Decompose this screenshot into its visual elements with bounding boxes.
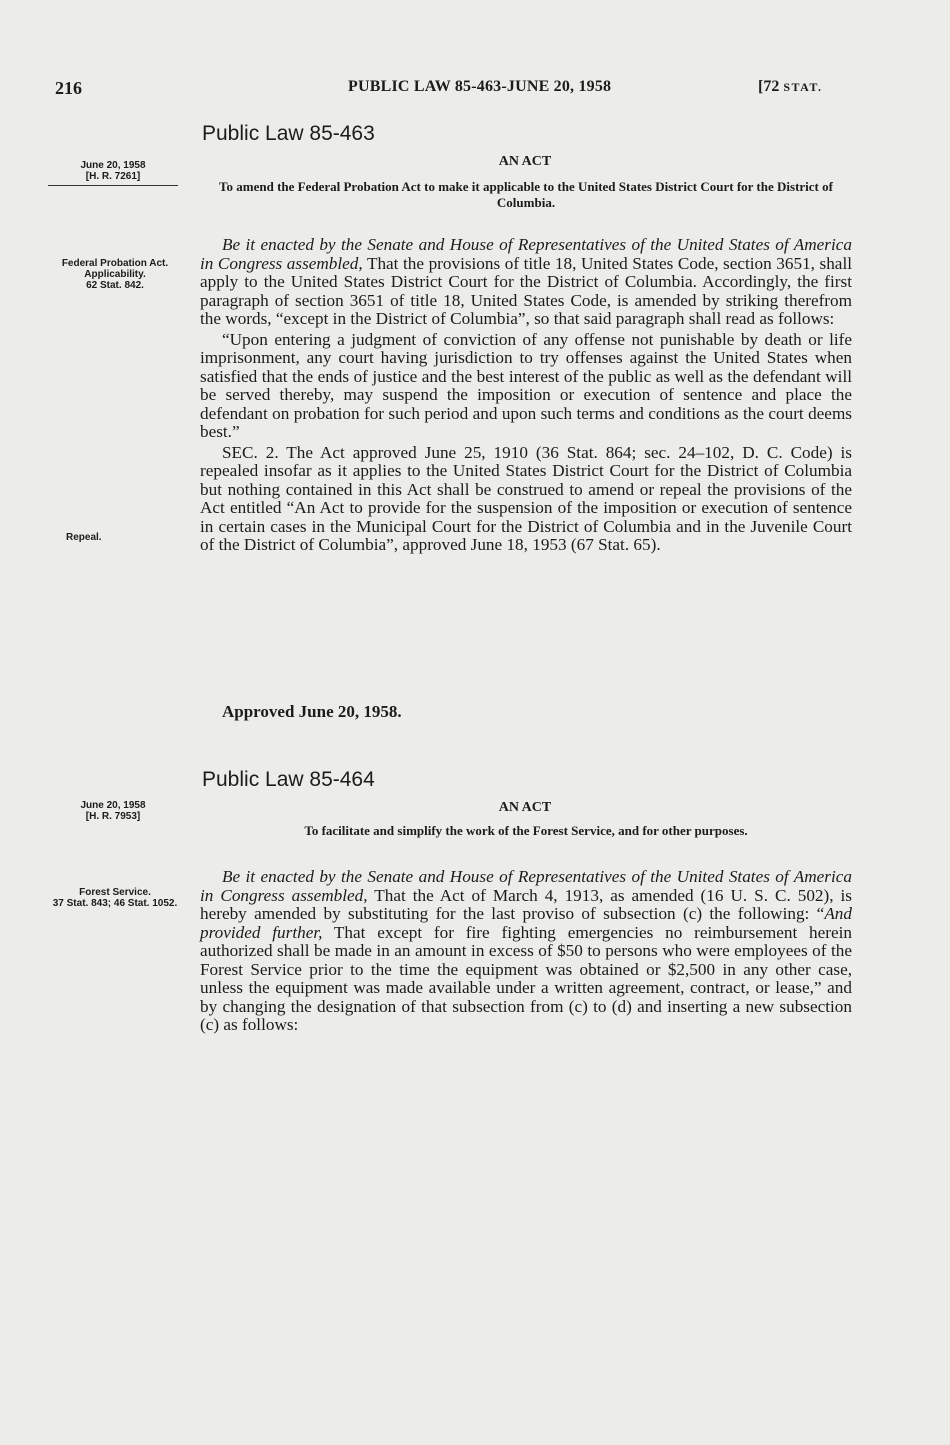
enacting-italic-2: Be it enacted by the Senate and House of Representatives of the United States of America in Congress assembled,	[200, 867, 852, 905]
stat-reference	[758, 78, 823, 96]
margin-note-stat: 62 Stat. 842.	[86, 280, 144, 291]
law-2-margin-notes	[44, 887, 186, 909]
law-1-enacting-clause	[200, 236, 852, 329]
law-1-date: June 20, 1958	[80, 160, 146, 171]
stat-open: [72	[758, 78, 784, 95]
section-2-text: The Act approved June 25, 1910 (36 Stat. 864; sec. 24–102, D. C. Code) is repealed insofar as it applies to the United States District Court for the District of Columbia but nothing contained in this Act shall be construed to amend or repeal the provisions of the Act entitled “An Act to provide for the suspension of the imposition or execution of sentence in certain cases in the Municipal Court for the District of Columbia and in the Juvenile Court of the District of Columbia”, approved June 18, 1953 (67 Stat. 65).	[200, 442, 852, 554]
enacting-text-2b: That except for fire fighting emergencies no reimbursement herein authorized shall be made in an amount in excess of $50 to persons who were employees of the Forest Service prior to the time the equipment was obtained or $2,500 in any other case, unless the equipment was made available under a written agreement, contract, or lease,” and by changing the designation of that subsection from (c) to (d) and inserting a new subsection (c) as follows:	[200, 922, 852, 1034]
proviso-italic: And provided further,	[200, 904, 852, 942]
law-2-an-act: AN ACT	[498, 800, 552, 815]
law-1-bill: [H. R. 7261]	[85, 171, 141, 182]
section-label: SEC. 2.	[222, 442, 279, 462]
law-2-enacting-clause	[200, 868, 852, 1035]
law-2-bill: [H. R. 7953]	[85, 811, 141, 822]
law-2-margin-date	[48, 800, 178, 825]
stat-word: STAT.	[783, 80, 823, 94]
margin-note-forest-service: Forest Service.	[79, 887, 151, 898]
law-1-purpose: To amend the Federal Probation Act to make it applicable to the United States District Court for the District of Columbia.	[219, 179, 833, 210]
margin-note-repeal: Repeal.	[66, 532, 102, 543]
law-2-body	[200, 868, 852, 1035]
law-1-quoted-paragraph: “Upon entering a judgment of conviction of any offense not punishable by death or life imprisonment, any court having jurisdiction to try offenses against the United States when satisfied that the ends of justice and the best interest of the public as well as the defendant will be served thereby, may suspend the imposition or execution of sentence and place the defendant on probation for such period and upon such terms and conditions as the court deems best.”	[200, 329, 852, 441]
law-2-purpose: To facilitate and simplify the work of the Forest Service, and for other purposes.	[304, 823, 748, 838]
margin-note-federal-probation: Federal Probation Act.	[61, 258, 169, 269]
page-number: 216	[55, 78, 82, 98]
enacting-text: That the provisions of title 18, United States Code, section 3651, shall apply to the United States District Court for the District of Columbia. Accordingly, the first paragraph of section 3651 of title 18, United States Code, is amended by striking therefrom the words, “except in the District of Columbia”, so that said paragraph shall read as follows:	[200, 253, 852, 328]
law-1-section-2	[200, 444, 852, 555]
enacting-text-2a: That the Act of March 4, 1913, as amended (16 U. S. C. 502), is hereby amended by substituting for the last proviso of subsection (c) the following: “	[200, 885, 852, 923]
law-1-title: Public Law 85-463	[202, 122, 375, 145]
law-2-date: June 20, 1958	[80, 800, 146, 811]
law-1-body	[200, 236, 852, 555]
margin-note-applicability: Applicability.	[84, 269, 146, 280]
law-1-an-act: AN ACT	[498, 154, 552, 169]
enacting-italic: Be it enacted by the Senate and House of Representatives of the United States of America in Congress assembled,	[200, 235, 852, 273]
law-1-approved: Approved June 20, 1958.	[222, 702, 402, 721]
running-head: PUBLIC LAW 85-463-JUNE 20, 1958	[348, 78, 612, 95]
law-1-margin-notes	[44, 258, 186, 291]
law-1-margin-date	[48, 160, 178, 186]
law-2-title: Public Law 85-464	[202, 768, 375, 791]
margin-note-stat-refs: 37 Stat. 843; 46 Stat. 1052.	[52, 898, 178, 909]
